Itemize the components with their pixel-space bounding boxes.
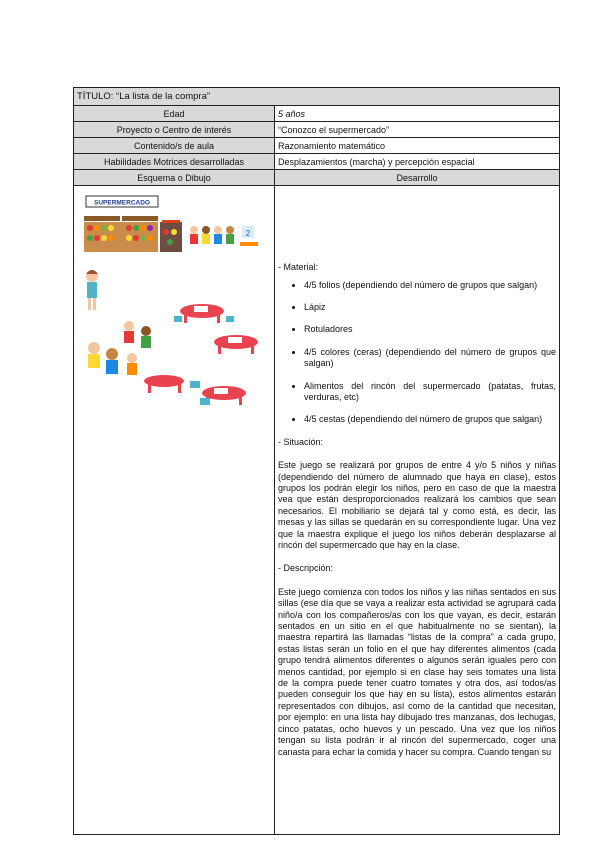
label-habilidades: Habilidades Motrices desarrolladas <box>74 154 275 170</box>
situacion-heading: - Situación: <box>278 436 324 447</box>
descripcion-heading: - Descripción: <box>278 563 334 574</box>
label-contenido: Contenido/s de aula <box>74 138 275 154</box>
list-item: • 4/5 folios (dependiendo del número de grupos que salgan) <box>304 280 556 291</box>
list-item: • 4/5 colores (ceras) (dependiendo del número de grupos que salgan) <box>304 347 556 370</box>
classroom-tables <box>144 304 258 405</box>
content-row <box>74 186 560 835</box>
list-item: • Rotuladores <box>304 324 556 335</box>
material-heading: - Material: <box>278 262 319 273</box>
situacion-paragraph: Este juego se realizará por grupos de entre 4 y/o 5 niños y niñas (dependiendo del número de alumnado que haya en clase), estos grupos los podrán elegir los niños, pero en caso de que la maestra vea que están desproporcionados realizará los cambios que sean necesarios. El mobiliario se dejará tal y como está, es decir, las mesas y las sillas se quedarán en su correspondiente lugar. Una vez que la maestra explique el juego los niños deberán desplazarse al rincón del supermercado que hay en la clase. <box>278 460 557 550</box>
supermarket-sign-text: SUPERMERCADO <box>94 199 150 207</box>
row-contenido <box>74 138 560 154</box>
value-contenido: Razonamiento matemático <box>275 138 560 154</box>
svg-text:2: 2 <box>245 229 251 238</box>
children-group-bottom <box>88 321 151 375</box>
header-desarrollo: Desarrollo <box>275 170 560 186</box>
row-edad <box>74 106 560 122</box>
row-proyecto <box>74 122 560 138</box>
list-item: • Alimentos del rincón del supermercado (patatas, frutas, verduras, etc) <box>304 381 556 404</box>
title-row <box>74 88 560 106</box>
label-edad: Edad <box>74 106 275 122</box>
header-esquema: Esquema o Dibujo <box>74 170 275 186</box>
value-habilidades: Desplazamientos (marcha) y percepción espacial <box>275 154 560 170</box>
value-proyecto: “Conozco el supermercado” <box>275 122 560 138</box>
desarrollo-cell <box>275 186 560 835</box>
label-proyecto: Proyecto o Centro de interés <box>74 122 275 138</box>
supermarket-illustration <box>74 186 274 436</box>
market-stall <box>84 216 182 252</box>
drawing-cell <box>74 186 275 835</box>
value-edad: 5 años <box>275 106 560 122</box>
section-header-row <box>74 170 560 186</box>
list-item: • 4/5 cestas (dependiendo del número de grupos que salgan) <box>304 414 556 425</box>
activity-title: TÍTULO: “La lista de la compra” <box>74 88 560 106</box>
descripcion-paragraph: Este juego comienza con todos los niños y las niñas sentados en sus sillas (ese día que se vaya a realizar esta actividad se agrupará cada niño/a con los compañeros/as con los que vayan, es decir, estarán sentados en un sitio en el que habitualmente no se sientan), la maestra repartirá las llamadas “listas de la compra” a cada grupo, estas listas serán un folio en el que hay diferentes alimentos (cada grupo tendrá alimentos diferentes o algunos serán iguales pero con menos cantidad, por ejemplo si en clase hay seis tomates una lista de la compra puede tener cuatro tomates y otra dos, así todos/as pueden conseguir los que hay en su lista), estos alimentos estarán representados con dibujos, así como de la cantidad que necesitan, por ejemplo: en una lista hay dibujado tres manzanas, dos lechugas, cinco patatas, ocho huevos y un pescado. Una vez que los niños tengan su lista podrán ir al rincón del supermercado, coger una canasta para echar la comida y hacer su compra. Cuando tengan su <box>278 586 557 757</box>
row-habilidades <box>74 154 560 170</box>
list-item: • Lápiz <box>304 302 556 313</box>
children-group-top <box>190 226 258 246</box>
child-standing <box>86 270 98 310</box>
material-list <box>278 280 556 426</box>
activity-table <box>73 87 560 835</box>
